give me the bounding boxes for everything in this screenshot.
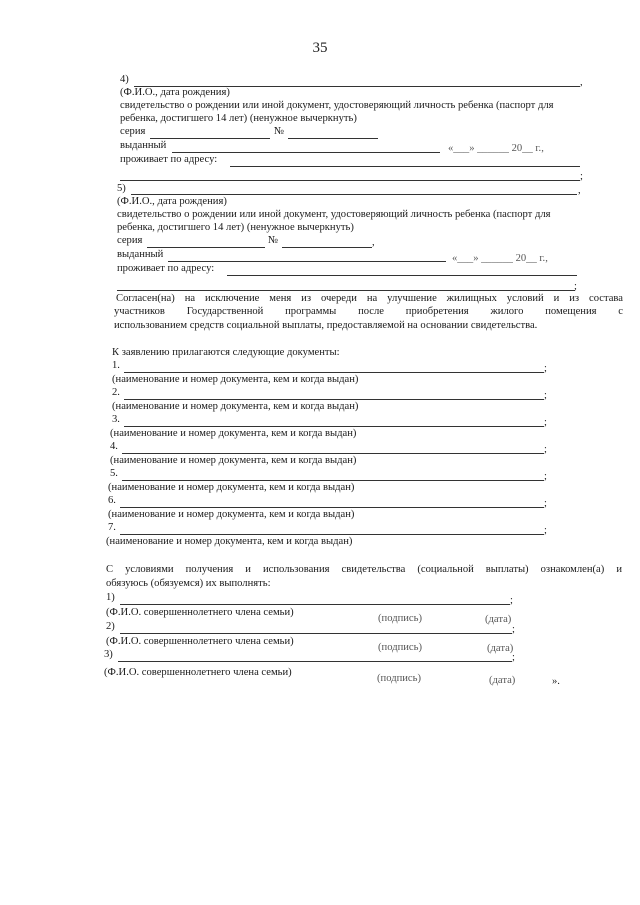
attachment-caption-4: (наименование и номер документа, кем и когда выдан)	[110, 455, 357, 466]
member-line-3[interactable]	[118, 661, 512, 662]
attachment-end-3: ;	[544, 417, 547, 428]
attachment-index-7: 7.	[108, 522, 116, 533]
member-index-2: 2)	[106, 621, 115, 632]
member-end-1: ;	[510, 595, 513, 606]
person5-series-line[interactable]	[147, 247, 265, 248]
member-signature-label-2: (подпись)	[378, 642, 422, 653]
attachment-caption-1: (наименование и номер документа, кем и когда выдан)	[112, 374, 359, 385]
member-line-2[interactable]	[120, 633, 512, 634]
person5-line-end: ,	[578, 185, 581, 196]
attachment-caption-7: (наименование и номер документа, кем и когда выдан)	[106, 536, 353, 547]
page-number: 35	[312, 40, 328, 56]
attachment-index-4: 4.	[110, 441, 118, 452]
attachment-end-1: ;	[544, 363, 547, 374]
person4-doc-line1: свидетельство о рождении или иной документ, удостоверяющий личность ребенка (паспорт для	[120, 100, 554, 111]
attachment-caption-6: (наименование и номер документа, кем и когда выдан)	[108, 509, 355, 520]
consent-line1: Согласен(на) на исключение меня из очереди на улучшение жилищных условий и из состава	[116, 293, 623, 304]
attachment-end-6: ;	[544, 498, 547, 509]
person5-index: 5)	[117, 183, 126, 194]
attachment-index-6: 6.	[108, 495, 116, 506]
person4-fio-label: (Ф.И.О., дата рождения)	[120, 87, 230, 98]
member-signature-label-1: (подпись)	[378, 613, 422, 624]
attachment-end-5: ;	[544, 471, 547, 482]
person5-number-end: ,	[372, 237, 375, 248]
attachment-end-4: ;	[544, 444, 547, 455]
person5-address-label: проживает по адресу:	[117, 263, 215, 274]
person4-number-line[interactable]	[288, 138, 378, 139]
person4-address-end: ;	[580, 171, 583, 182]
person4-number-label: №	[274, 126, 285, 137]
member-fio-label-1: (Ф.И.О. совершеннолетнего члена семьи)	[106, 607, 294, 618]
attachments-intro: К заявлению прилагаются следующие документы:	[112, 347, 340, 358]
attachment-caption-3: (наименование и номер документа, кем и когда выдан)	[110, 428, 357, 439]
person5-number-line[interactable]	[282, 247, 372, 248]
person5-number-label: №	[268, 235, 279, 246]
person5-issued-label: выданный	[117, 249, 164, 260]
person5-doc-line2: ребенка, достигшего 14 лет) (ненужное вычеркнуть)	[117, 222, 354, 233]
person4-address-line1[interactable]	[230, 166, 580, 167]
member-line-1[interactable]	[120, 604, 510, 605]
person5-address-line2[interactable]	[117, 290, 575, 291]
consent-line3: использованием средств социальной выплаты, предоставляемой на основании свидетельства.	[114, 320, 538, 331]
person5-address-end: ;	[574, 281, 577, 292]
attachment-index-2: 2.	[112, 387, 120, 398]
person4-index: 4)	[120, 74, 129, 85]
person4-issued-date: «___» ______ 20__ г.,	[448, 143, 544, 154]
person4-issued-label: выданный	[120, 140, 167, 151]
member-date-label-1: (дата)	[485, 614, 512, 625]
attachment-index-1: 1.	[112, 360, 120, 371]
person4-address-label: проживает по адресу:	[120, 154, 218, 165]
attachment-end-7: ;	[544, 525, 547, 536]
person5-address-line1[interactable]	[227, 275, 577, 276]
member-end-2: ;	[512, 624, 515, 635]
person5-fio-label: (Ф.И.О., дата рождения)	[117, 196, 227, 207]
person4-address-line2[interactable]	[120, 180, 580, 181]
conditions-line2: обязуюсь (обязуемся) их выполнять:	[106, 578, 271, 589]
member-signature-label-3: (подпись)	[377, 673, 421, 684]
member-index-3: 3)	[104, 649, 113, 660]
attachment-index-5: 5.	[110, 468, 118, 479]
person5-series-label: серия	[117, 235, 143, 246]
member-end-3: ;	[512, 652, 515, 663]
member-index-1: 1)	[106, 592, 115, 603]
person5-issued-date: «___» ______ 20__ г.,	[452, 253, 548, 264]
person4-doc-line2: ребенка, достигшего 14 лет) (ненужное вычеркнуть)	[120, 113, 357, 124]
attachment-end-2: ;	[544, 390, 547, 401]
member-date-label-2: (дата)	[487, 643, 514, 654]
member-date-label-3: (дата)	[489, 675, 516, 686]
person4-series-label: серия	[120, 126, 146, 137]
member-fio-label-3: (Ф.И.О. совершеннолетнего члена семьи)	[104, 667, 292, 678]
person4-line-end: ,	[580, 77, 583, 88]
person4-series-line[interactable]	[150, 138, 270, 139]
attachment-index-3: 3.	[112, 414, 120, 425]
attachment-caption-5: (наименование и номер документа, кем и когда выдан)	[108, 482, 355, 493]
member-fio-label-2: (Ф.И.О. совершеннолетнего члена семьи)	[106, 636, 294, 647]
conditions-line1: С условиями получения и использования свидетельства (социальной выплаты) ознакомлен(а) и	[106, 564, 622, 575]
person5-doc-line1: свидетельство о рождении или иной документ, удостоверяющий личность ребенка (паспорт для	[117, 209, 551, 220]
attachment-caption-2: (наименование и номер документа, кем и когда выдан)	[112, 401, 359, 412]
consent-line2: участников Государственной программы после приобретения жилого помещения с	[114, 306, 623, 317]
closing-quote: ».	[552, 676, 560, 687]
